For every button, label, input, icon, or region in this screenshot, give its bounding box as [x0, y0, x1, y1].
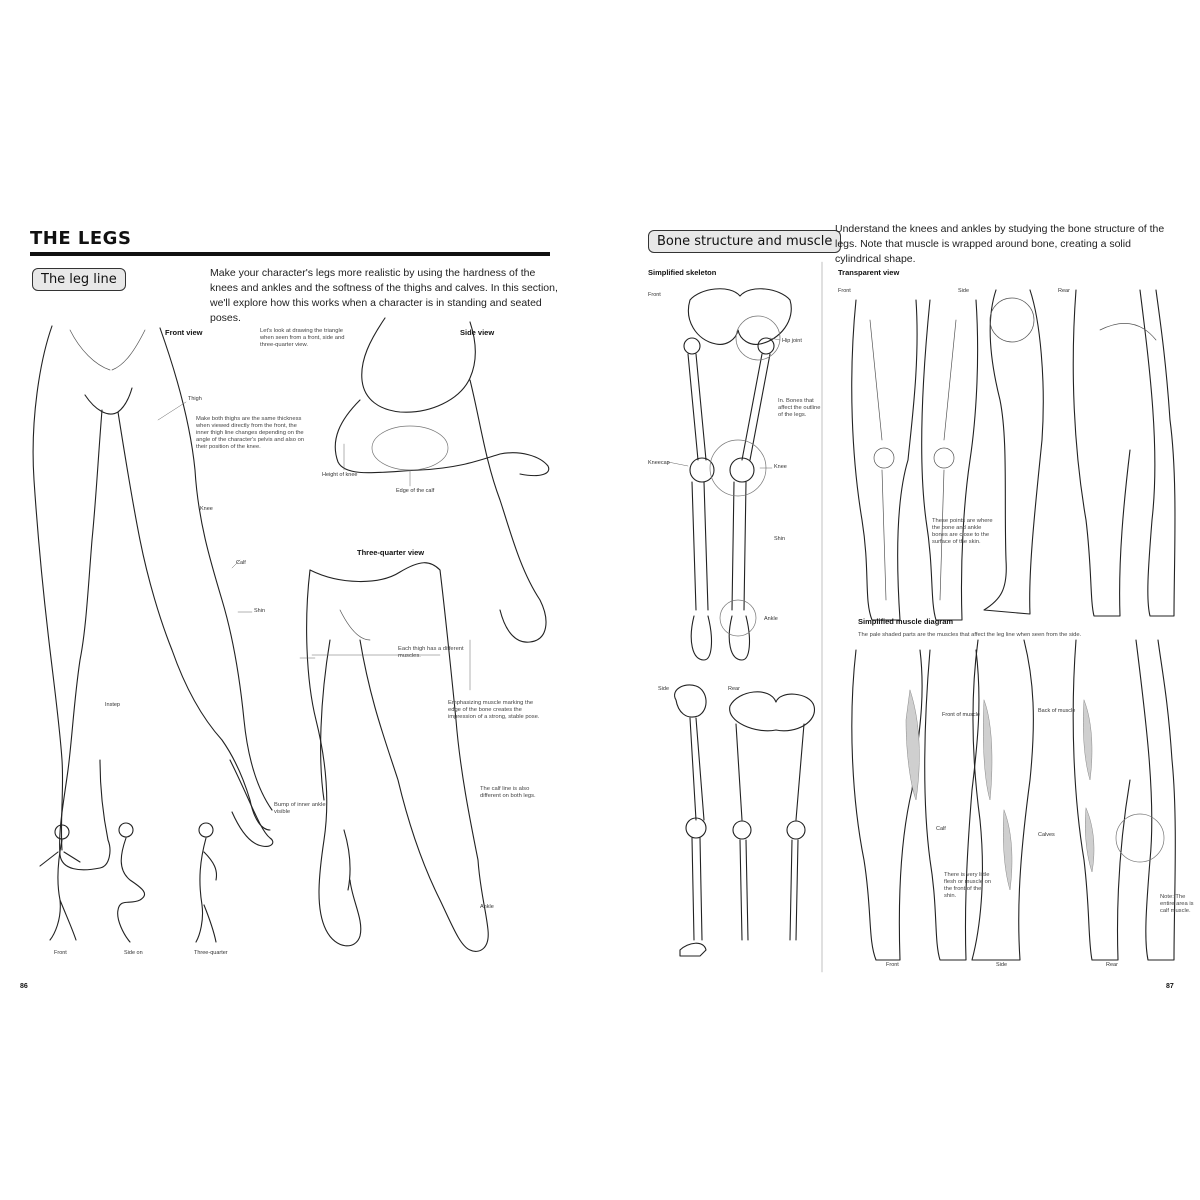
pose-front-label: Front [54, 950, 67, 956]
bone-intro-text: Understand the knees and ankles by studying the bone structure of the legs. Note that muscle is wrapped around bone, creating a solid cylindrical shape. [835, 223, 1165, 265]
muscle-caption: The pale shaded parts are the muscles that affect the leg line when seen from the side. [858, 632, 1082, 638]
side-view-label: Side view [460, 328, 495, 337]
calf-muscle-note: Note: The entire area is calf muscle. [1160, 894, 1194, 914]
small-pose-figures [40, 823, 217, 942]
calves-label: Calves [1038, 832, 1055, 838]
skeleton-front-label: Front [648, 292, 661, 298]
pose-side-label: Side on [124, 950, 143, 956]
ankle-label-right: Ankle [764, 616, 778, 622]
calf-note: The calf line is also different on both legs. [480, 786, 536, 799]
thigh-label: Thigh [188, 396, 202, 402]
back-of-muscle-label: Back of muscle [1038, 708, 1076, 714]
front-view-label: Front view [165, 328, 203, 337]
transparent-rear-label: Rear [1058, 288, 1070, 294]
ankle-label: Ankle [480, 904, 494, 910]
section-tag-bone-structure: Bone structure and muscle [648, 230, 841, 253]
calf-label: Calf [236, 560, 246, 566]
muscle-rear-label: Rear [1106, 962, 1118, 968]
transparent-front-label: Front [838, 288, 851, 294]
hip-joint-label: Hip joint [782, 338, 802, 344]
section-tag-leg-line: The leg line [32, 268, 126, 291]
shin-label: Shin [254, 608, 266, 614]
bump-note: Bump of inner ankle visible [274, 802, 326, 815]
bones-affect-note: In. Bones that affect the outline of the legs. [778, 398, 821, 418]
right-page [600, 0, 1200, 1200]
little-flesh-note: There is very little flesh or muscle on the front of the shin. [944, 872, 992, 899]
skeleton-rear-label: Rear [728, 686, 740, 692]
thigh-note: Make both thighs are the same thickness when viewed directly from the front, the inner thigh line changes depending on the angle of the character's pelvis and also on their position of the knee. [196, 416, 305, 450]
three-quarter-view-legs [307, 563, 489, 952]
muscle-diagrams [852, 640, 1175, 960]
shin-label-right: Shin [774, 536, 786, 542]
height-of-knee-label: Height of knee [322, 472, 358, 478]
calf-label-right: Calf [936, 826, 946, 832]
knee-label-right: Knee [774, 464, 787, 470]
page-number-left: 86 [20, 983, 28, 990]
front-view-legs [33, 326, 273, 870]
knee-label: Knee [200, 506, 213, 512]
edge-of-calf-label: Edge of the calf [396, 488, 435, 494]
muscle-side-label: Side [996, 962, 1008, 968]
transparent-subhead: Transparent view [838, 268, 900, 277]
front-of-muscle-label: Front of muscle [942, 712, 980, 718]
skeleton-subhead: Simplified skeleton [648, 268, 717, 277]
shin-note: Each thigh has a different muscles. [398, 646, 464, 659]
kneecap-label: Kneecap [648, 460, 670, 466]
side-view-legs [335, 318, 549, 642]
three-quarter-view-label: Three-quarter view [357, 548, 425, 557]
intro-note: Let's look at drawing the triangle when seen from a front, side and three-quarter view. [260, 328, 345, 348]
skeleton-front [668, 289, 791, 660]
page-number-right: 87 [1166, 983, 1174, 990]
page-title: THE LEGS [30, 228, 132, 249]
emphasize-note: Emphasizing muscle marking the edge of the bone creates the impression of a strong, stable pose. [448, 700, 540, 720]
skeleton-side-label: Side [658, 686, 670, 692]
transparent-view-legs [852, 290, 1175, 620]
skeleton-illustrations [600, 0, 1200, 1200]
transparent-side-label: Side [958, 288, 970, 294]
muscle-subhead: Simplified muscle diagram [858, 617, 954, 626]
pose-three-quarter-label: Three-quarter [194, 950, 228, 956]
these-points-note: These points are where the bone and ankle bones are close to the surface of the skin. [932, 518, 993, 545]
skeleton-side-rear [675, 685, 815, 956]
intro-text: Make your character's legs more realistic by using the hardness of the knees and ankles and the softness of the thighs and calves. In this section, we'll explore how this works when a character is in standing and seated poses. [210, 267, 558, 324]
muscle-front-label: Front [886, 962, 899, 968]
instep-label: Instep [105, 702, 120, 708]
